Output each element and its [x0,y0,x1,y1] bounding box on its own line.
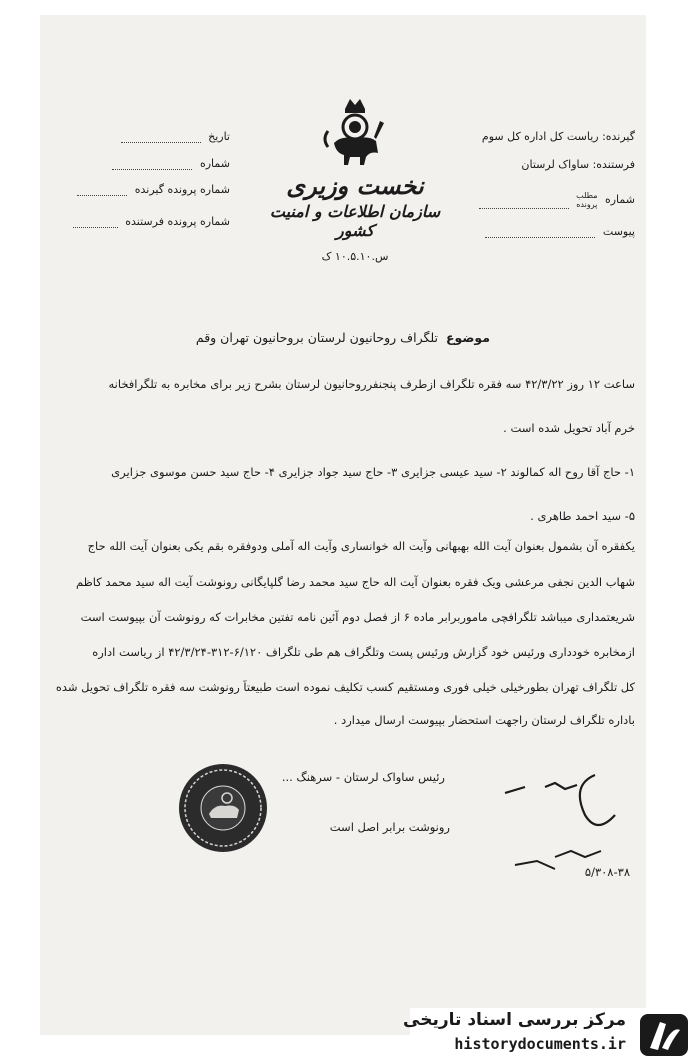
signatory-title: رئیس ساواک لرستان - سرهنگ ... [281,770,445,784]
sender-file-label: شماره پرونده فرستنده [125,215,230,228]
body-line: ازمخابره خودداری ورئیس خود گزارش ورئیس پست وتلگراف هم طی تلگراف ۶/۱۲۰-۳۱۲-۴۲/۳/۲۴ از ریاست اداره [92,645,635,659]
watermark-title: مرکز بررسی اسناد تاریخی [403,1010,626,1030]
watermark-url: historydocuments.ir [454,1035,626,1053]
body-line: شهاب الدین نجفی مرعشی ویک فقره بعنوان آیت اله حاج سید محمد رضا گلپایگانی رونوشت آیت اله سید محمد کاظم [75,575,635,589]
emblem-block [255,95,455,295]
left-number-field [112,157,230,170]
document-code: س.۱۰.۵.۱۰ ک [321,250,389,263]
lion-and-sun-emblem-icon [320,95,390,173]
receiver-file-field [77,183,230,196]
date-field [121,130,230,143]
left-number-label: شماره [199,157,230,170]
body-line: شریعتمداری میباشد تلگرافچی ماموربرابر ماده ۶ از فصل دوم آئین نامه تفتین مخابرات که رونوشت آن بپیوست است [80,610,635,624]
official-seal-icon [175,760,271,856]
sender-label: فرستنده: ساواک لرستان [521,158,635,171]
receiver-file-line [77,195,127,196]
archive-watermark [403,1008,700,1061]
subject-text: تلگراف روحانیون لرستان بروحانیون تهران وقم [195,330,438,345]
body-line: کل تلگراف تهران بطورخیلی خیلی فوری ومستقیم کسب تکلیف نموده است طبیعتاً رونوشت سه فقره تلگراف تحویل شده [55,680,635,694]
attachment-line [485,237,595,238]
subject-label: موضوع [445,330,490,345]
number-line [479,208,569,209]
subject-line [196,330,490,345]
sender-field [521,158,635,171]
body-line: یکفقره آن بشمول بعنوان آیت الله بهبهانی وآیت اله خوانساری وآیت اله آملی ودوفقره بقم یکی بعنوان آیت الله حاج [87,539,635,553]
archive-number: ۵/۳۰۸-۳۸ [584,865,630,879]
certified-copy-note: رونوشت برابر اصل است [329,820,450,834]
receiver-file-label: شماره پرونده گیرنده [134,183,230,196]
body-line: ساعت ۱۲ روز ۴۲/۳/۲۲ سه فقره تلگراف ازطرف پنجنفرروحانیون لرستان بشرح زیر برای مخابره به تلگرافخانه [108,377,635,391]
left-number-line [112,169,192,170]
organization-name: سازمان اطلاعات و امنیت کشور [269,202,441,240]
attachment-field [485,225,635,238]
date-line [121,142,201,143]
attachment-label: پیوست [602,225,635,238]
sender-file-line [73,227,118,228]
recipient-label: گیرنده: ریاست کل اداره کل سوم [481,130,635,143]
number-label: شماره [604,193,635,206]
body-line: خرم آباد تحویل شده است . [503,421,635,435]
number-stack-top: مطلب [576,191,598,200]
number-field [479,191,635,209]
body-line: باداره تلگراف لرستان راجهت استحضار بپیوست ارسال میدارد . [333,713,635,727]
recipient-field [482,130,635,143]
body-line: ۵- سید احمد طاهری . [530,509,635,523]
sender-file-field [73,215,230,228]
archive-logo-icon [638,1012,690,1058]
document [55,25,635,1025]
body-line: ۱- حاج آقا روح اله کمالوند ۲- سید عیسی جزایری ۳- حاج سید جواد جزایری ۴- حاج سید حسن موسوی جزایری [111,465,635,479]
date-label: تاریخ [208,130,230,143]
number-stack-bottom: پرونده [576,200,598,209]
emblem-title: نخست وزیری [286,171,424,200]
